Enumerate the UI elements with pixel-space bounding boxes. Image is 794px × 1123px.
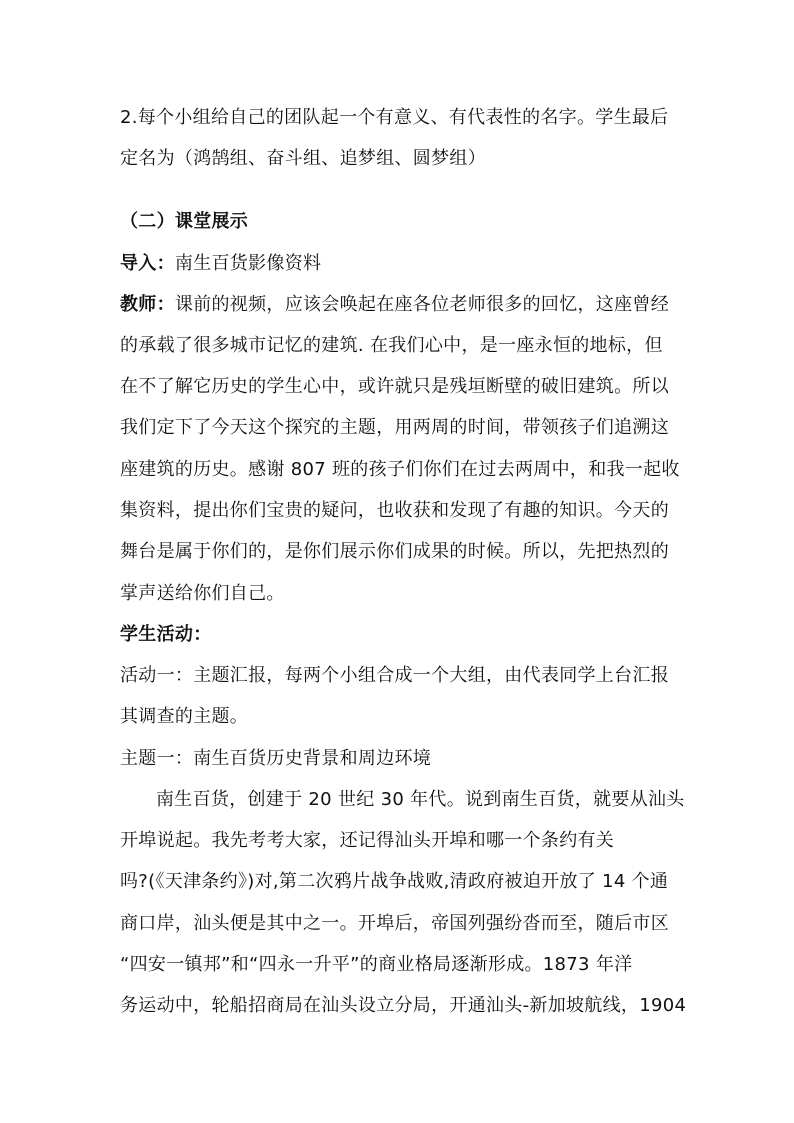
teacher-line-7: 舞台是属于你们的，是你们展示你们成果的时候。所以，先把热烈的 [120,541,669,562]
teacher-line-4: 我们定下了今天这个探究的主题，用两周的时间，带领孩子们追溯这 [120,417,669,438]
student-heading: 学生活动： [120,624,212,645]
activity-line-2: 其调查的主题。 [120,706,249,727]
teacher-line-6: 集资料，提出你们宝贵的疑问，也收获和发现了有趣的知识。今天的 [120,500,669,521]
intro-paragraph [120,252,321,276]
body-line-3: 吗?(《天津条约》)对,第二次鸦片战争战败,清政府被迫开放了 14 个通 [120,871,669,892]
item2-line-2: 定名为（鸿鹄组、奋斗组、追梦组、圆梦组） [120,148,486,169]
body-line-1: 南生百货，创建于 20 世纪 30 年代。说到南生百货，就要从汕头 [156,789,685,810]
body-line-4: 商口岸，汕头便是其中之一。开埠后，帝国列强纷沓而至，随后市区 [120,913,669,934]
teacher-label: 教师： [120,294,175,315]
teacher-line-8: 掌声送给你们自己。 [120,583,285,604]
teacher-text: 课前的视频，应该会唤起在座各位老师很多的回忆，这座曾经 [174,294,670,315]
body-line-2: 开埠说起。我先考考大家，还记得汕头开埠和哪一个条约有关 [120,830,615,851]
topic-1: 主题一：南生百货历史背景和周边环境 [120,748,432,769]
teacher-line-5: 座建筑的历史。感谢 807 班的孩子们你们在过去两周中，和我一起收 [120,459,680,480]
intro-text: 南生百货影像资料 [174,253,322,274]
teacher-line-2: 的承载了很多城市记忆的建筑. 在我们心中，是一座永恒的地标，但 [120,335,663,356]
teacher-line-1 [120,293,669,317]
item2-line-1: 2.每个小组给自己的团队起一个有意义、有代表性的名字。学生最后 [120,107,669,128]
teacher-line-3: 在不了解它历史的学生心中，或许就只是残垣断壁的破旧建筑。所以 [120,376,669,397]
section-heading: （二）课堂展示 [120,211,249,232]
activity-line-1: 活动一：主题汇报，每两个小组合成一个大组，由代表同学上台汇报 [120,665,669,686]
body-line-6: 务运动中，轮船招商局在汕头设立分局，开通汕头-新加坡航线，1904 [120,995,687,1016]
body-line-5: “四安一镇邦”和“四永一升平”的商业格局逐渐形成。1873 年洋 [120,954,633,975]
intro-label: 导入： [120,253,175,274]
